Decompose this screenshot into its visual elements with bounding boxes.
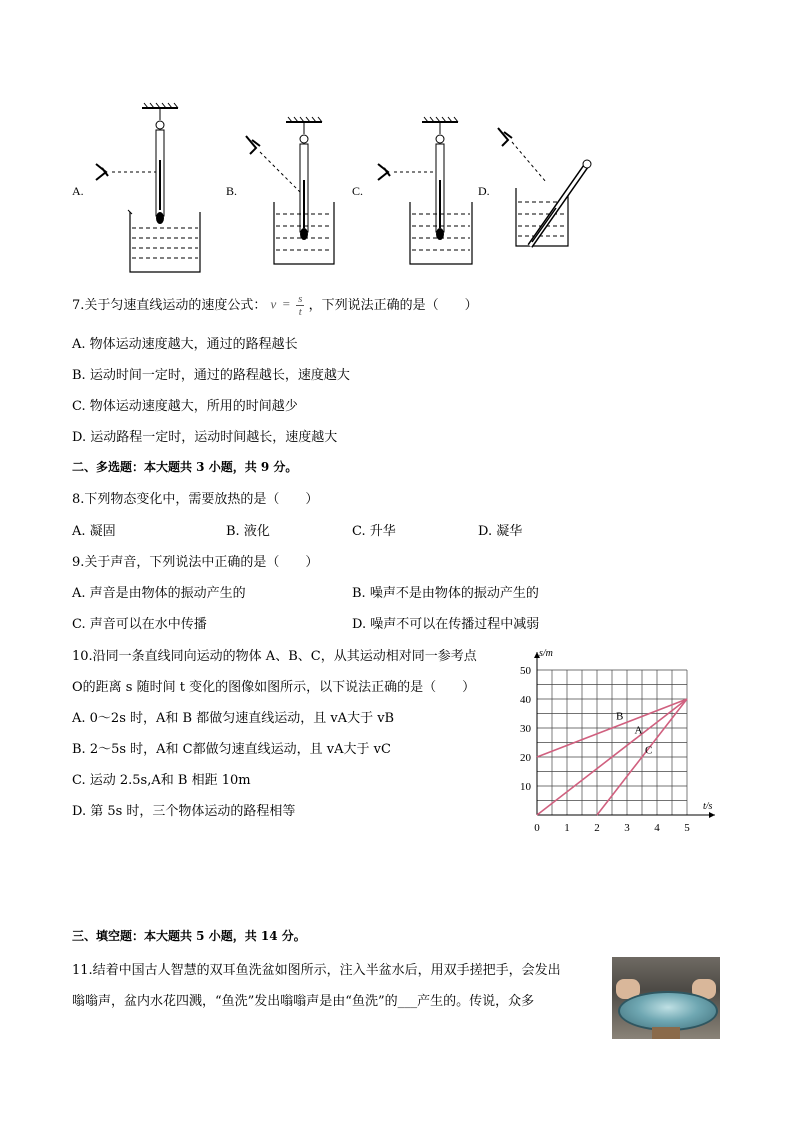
y-tick-label: 30 <box>520 723 531 735</box>
series-label-b: B <box>616 710 624 723</box>
question-7-suffix: ，下列说法正确的是（ ） <box>308 298 478 313</box>
formula-v: v <box>270 296 277 312</box>
section-3-heading: 三、填空题：本大题共 5 小题，共 14 分。 <box>72 929 306 943</box>
basin <box>618 991 718 1031</box>
question-9-option-c: C. 声音可以在水中传播 <box>72 617 207 632</box>
figure-label-d: D. <box>478 184 490 198</box>
x-axis-arrow <box>709 812 715 818</box>
question-7-prefix: 7.关于匀速直线运动的速度公式： <box>72 298 267 313</box>
question-8-option-c: C. 升华 <box>352 524 396 539</box>
y-axis-label: s/m <box>539 648 553 659</box>
y-tick-label: 50 <box>520 665 531 677</box>
formula-equals: = <box>282 296 290 312</box>
figure-option-c <box>378 117 472 264</box>
question-8-stem: 8.下列物态变化中，需要放热的是（ ） <box>72 492 319 507</box>
basin-stand <box>652 1027 680 1039</box>
formula-numerator: s <box>298 293 303 305</box>
y-tick-label: 40 <box>520 694 531 706</box>
question-11-line-2: 嗡嗡声，盆内水花四溅，“鱼洗”发出嗡嗡声是由“鱼洗”的___产生的。传说，众多 <box>72 994 535 1009</box>
question-7-option-b: B. 运动时间一定时，通过的路程越长，速度越大 <box>72 368 350 383</box>
question-8-option-a: A. 凝固 <box>72 524 116 539</box>
figure-label-c: C. <box>352 184 364 198</box>
y-tick-label: 20 <box>520 752 531 764</box>
series-label-c: C <box>645 744 653 757</box>
x-tick-label: 4 <box>654 822 660 834</box>
y-tick-label: 10 <box>520 781 531 793</box>
question-8-option-b: B. 液化 <box>226 524 270 539</box>
x-tick-label: 1 <box>564 822 570 834</box>
s-t-chart <box>510 645 730 840</box>
question-11-line-1: 11.结着中国古人智慧的双耳鱼洗盆如图所示，注入半盆水后，用双手搓把手，会发出 <box>72 963 561 978</box>
x-tick-label: 5 <box>684 822 690 834</box>
formula-fraction <box>296 293 304 318</box>
x-tick-label: 0 <box>534 822 540 834</box>
figure-label-b: B. <box>226 184 238 198</box>
fish-basin-photo <box>612 957 720 1039</box>
question-10-stem-line-1: 10.沿同一条直线同向运动的物体 A、B、C，从其运动相对同一参考点 <box>72 649 477 664</box>
question-10-stem-line-2: O的距离 s 随时间 t 变化的图像如图所示，以下说法正确的是（ ） <box>72 680 476 695</box>
question-7-option-c: C. 物体运动速度越大，所用的时间越少 <box>72 399 298 414</box>
section-2-heading: 二、多选题：本大题共 3 小题，共 9 分。 <box>72 460 298 474</box>
question-7-option-d: D. 运动路程一定时，运动时间越长，速度越大 <box>72 430 338 445</box>
question-9-option-d: D. 噪声不可以在传播过程中减弱 <box>352 617 540 632</box>
question-8-option-d: D. 凝华 <box>478 524 523 539</box>
figure-label-a: A. <box>72 184 84 198</box>
question-10-option-c: C. 运动 2.5s,A和 B 相距 10m <box>72 773 251 788</box>
question-7-stem <box>72 293 478 318</box>
question-9-stem: 9.关于声音，下列说法中正确的是（ ） <box>72 555 319 570</box>
question-9-option-b: B. 噪声不是由物体的振动产生的 <box>352 586 539 601</box>
velocity-formula <box>271 293 305 318</box>
x-tick-label: 2 <box>594 822 600 834</box>
question-7-option-a: A. 物体运动速度越大，通过的路程越长 <box>72 337 298 352</box>
series-label-a: A <box>634 724 643 737</box>
figure-option-d <box>498 128 591 246</box>
formula-denominator: t <box>298 306 302 318</box>
question-9-option-a: A. 声音是由物体的振动产生的 <box>72 586 246 601</box>
question-10-option-d: D. 第 5s 时，三个物体运动的路程相等 <box>72 804 296 819</box>
figure-option-a <box>96 103 200 272</box>
question-10-option-b: B. 2～5s 时，A和 C都做匀速直线运动，且 vA大于 vC <box>72 742 391 757</box>
x-tick-label: 3 <box>624 822 630 834</box>
figure-option-b <box>246 117 334 264</box>
thermometer-figure <box>60 100 620 280</box>
x-axis-label: t/s <box>703 801 713 812</box>
question-10-option-a: A. 0～2s 时，A和 B 都做匀速直线运动，且 vA大于 vB <box>72 711 395 726</box>
